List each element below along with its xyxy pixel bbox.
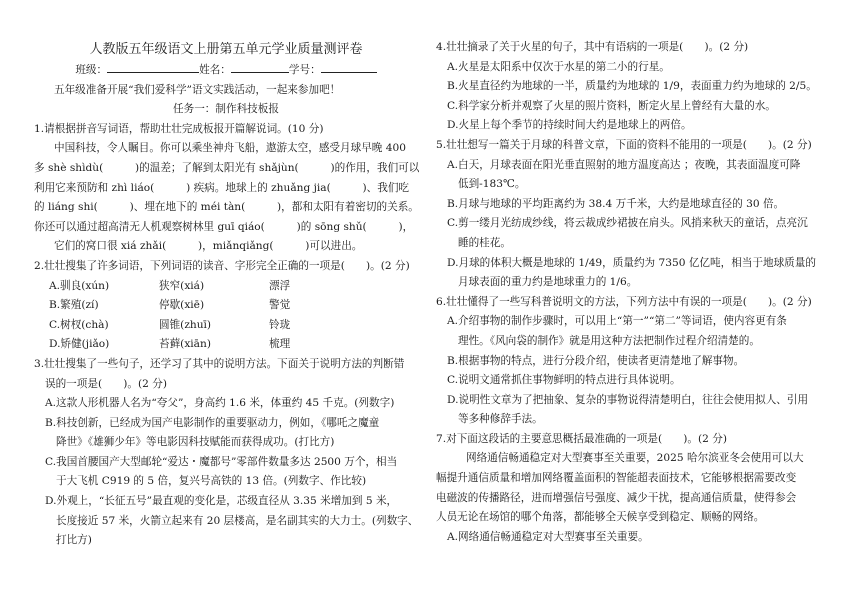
name-blank[interactable] [231,60,289,73]
q2-c-word-1: C.树杈(chà) [49,318,109,331]
name-label: 姓名： [199,64,231,76]
q5-option-c-1[interactable]: C.剪一缕月光纺成纱线，将云裁成纱裙披在肩头。风捎来秋天的童话，点亮沉 [447,217,808,230]
id-blank[interactable] [321,60,377,73]
q3-option-c-2: 于大飞机 C919 的 5 倍，复兴号高铁的 13 倍。(列数字、作比较) [56,475,367,488]
q6-option-d-1[interactable]: D.说明性文章为了把抽象、复杂的事物说得清楚明白，往往会使用拟人、引用 [447,393,809,406]
q6-stem: 6.壮壮懂得了一些写科普说明文的方法，下列方法中有误的一项是( )。(2 分) [436,295,812,308]
q2-a-word-2: 狭窄(xiá) [159,279,205,292]
q4-option-d[interactable]: D.火星上每个季节的持续时间大约是地球上的两倍。 [447,119,692,132]
q2-b-word-2: 停歇(xiē) [159,299,205,312]
q6-option-a-2: 理性。《风向袋的制作》就是用这种方法把制作过程介绍清楚的。 [458,334,760,347]
q1-stem: 1.请根据拼音写词语，帮助壮壮完成板报开篇解说词。(10 分) [34,122,324,135]
q6-option-a-1[interactable]: A.介绍事物的制作步骤时，可以用上“第一”“第二”等词语，使内容更有条 [447,315,787,328]
q2-option-d[interactable] [34,335,418,355]
q2-c-word-2: 圆锥(zhuī) [159,318,212,331]
task-one-heading: 任务一：制作科技板报 [173,103,279,116]
q2-option-c[interactable] [34,316,418,336]
q5-option-a-1[interactable]: A.白天，月球表面在阳光垂直照射的地方温度高达 ；夜晚，其表面温度可降 [447,158,801,171]
q6-option-d-2: 等多种修辞手法。 [458,413,543,426]
q7-stem: 7.对下面这段话的主要意思概括最准确的一项是( )。(2 分) [436,432,727,445]
q2-b-word-3: 警觉 [269,299,291,312]
q3-option-d-1[interactable]: D.外观上，“长征五号”最直观的变化是，芯级直径从 3.35 米增加到 5 米， [45,495,398,508]
q2-a-word-3: 漂浮 [269,279,291,292]
q5-option-d-2: 月球表面的重力约是地球重力的 1/6。 [458,276,638,289]
q4-option-a[interactable]: A.火星是太阳系中仅次于水星的第二小的行星。 [447,60,670,73]
q3-option-d-3: 打比方) [56,534,92,547]
q2-c-word-3: 铃珑 [269,318,291,331]
q3-option-c-1[interactable]: C.我国首腰国产大型邮轮“爱达・魔都号”零部件数量多达 2500 万个，相当 [45,455,398,468]
q2-d-word-3: 梳理 [269,338,291,351]
q3-stem-2: 误的一项是( )。(2 分) [45,377,167,390]
q7-passage-3: 电磁波的传播路径，进而增强信号强度、减少干扰，提高通信质量，使得参会 [436,491,797,504]
q1-line-5: 你还可以通过超高清无人机观察树林里 guī qiáo( )的 sōng shǔ( )， [34,220,414,233]
q7-passage-2: 幅提升通信质量和增加网络覆盖面积的智能超表面技术，它能够根据需要改变 [436,472,797,485]
q2-b-word-1: B.繁殖(zí) [49,299,99,312]
class-label: 班级： [75,64,108,76]
q4-stem: 4.壮壮摘录了关于火星的句子，其中有语病的一项是( )。(2 分) [436,41,749,53]
q2-option-a[interactable] [34,277,418,297]
q4-option-b[interactable]: B.火星直径约为地球的一半，质量约为地球的 1/9，表面重力约为地球的 2/5。 [447,80,817,93]
q7-passage-1: 网络通信畅通稳定对大型赛事至关重要，2025 哈尔滨亚冬会使用可以大 [466,452,804,465]
q2-d-word-2: 苔藓(xiān) [159,338,211,351]
q3-stem-1: 3.壮壮搜集了一些句子，还学习了其中的说明方法。下面关于说明方法的判断错 [34,357,405,370]
q5-option-d-1[interactable]: D.月球的体积大概是地球的 1/49，质量约为 7350 亿亿吨，相当于地球质量的 [447,256,816,269]
activity-intro: 五年级准备开展“我们爱科学”语文实践活动，一起来参加吧！ [54,83,341,96]
q3-option-a[interactable]: A.这款人形机器人名为“夸父”，身高约 1.6 米，体重约 45 千克。(列数字) [45,397,395,410]
q1-line-3: 利用它来预防和 zhì liáo( ) 疾病。地球上的 zhuǎng jia( )、我们吃 [34,181,410,194]
q1-line-6: 它们的窝口很 xiá zhǎi( )，miǎnqiǎng( )可以进出。 [54,240,363,253]
q4-option-c[interactable]: C.科学家分析并观察了火星的照片资料，断定火星上曾经有大量的水。 [447,99,776,112]
q7-passage-4: 人员无论在场馆的哪个角落，都能够全天候享受到稳定、顺畅的网络。 [436,511,765,524]
id-label: 学号： [288,64,321,76]
q3-option-b-2: 降世》《雄狮少年》等电影因科技赋能而获得成功。(打比方) [56,436,335,449]
q5-option-a-2: 低到-183℃。 [458,178,526,191]
q3-option-d-2: 长度接近 57 米，火箭立起来有 20 层楼高，是名副其实的大力士。(列数字、 [56,514,419,527]
q5-option-c-2: 睡的桂花。 [458,236,511,249]
q2-stem: 2.壮壮搜集了许多词语，下列词语的读音、字形完全正确的一项是( )。(2 分) [34,259,410,272]
q5-option-b[interactable]: B.月球与地球的平均距离约为 38.4 万千米，大约是地球直径的 30 倍。 [447,197,785,210]
q6-option-b[interactable]: B.根据事物的特点，进行分段介绍，使读者更清楚地了解事物。 [447,354,745,367]
class-blank[interactable] [107,60,199,73]
exam-title: 人教版五年级语文上册第五单元学业质量测评卷 [89,42,363,57]
q2-a-word-1: A.驯良(xún) [49,279,110,292]
q2-option-b[interactable] [34,296,418,316]
student-info-line [34,60,418,81]
q3-option-b-1[interactable]: B.科技创新，已经成为国产电影制作的重要驱动力，例如，《哪吒之魔童 [45,416,380,429]
q7-option-a[interactable]: A.网络通信畅通稳定对大型赛事至关重要。 [447,530,649,543]
q6-option-c[interactable]: C.说明文通常抓住事物鲜明的特点进行具体说明。 [447,374,681,387]
right-column [436,0,832,547]
q1-line-4: 的 liáng shi( )、埋在地下的 méi tàn( )，都和太阳有着密切的关系。 [34,201,419,214]
q2-d-word-1: D.矫健(jiǎo) [49,338,110,351]
q1-line-1: 中国科技，令人瞩目。你可以乘坐神舟飞船，遨游太空，感受月球早晚 400 [54,142,406,155]
q1-line-2: 多 shè shìdù( )的温差；了解到太阳光有 shǎjùn( )的作用，我们可以 [34,161,420,174]
q5-stem: 5.壮壮想写一篇关于月球的科普文章，下面的资料不能用的一项是( )。(2 分) [436,138,812,151]
left-column [34,0,418,551]
